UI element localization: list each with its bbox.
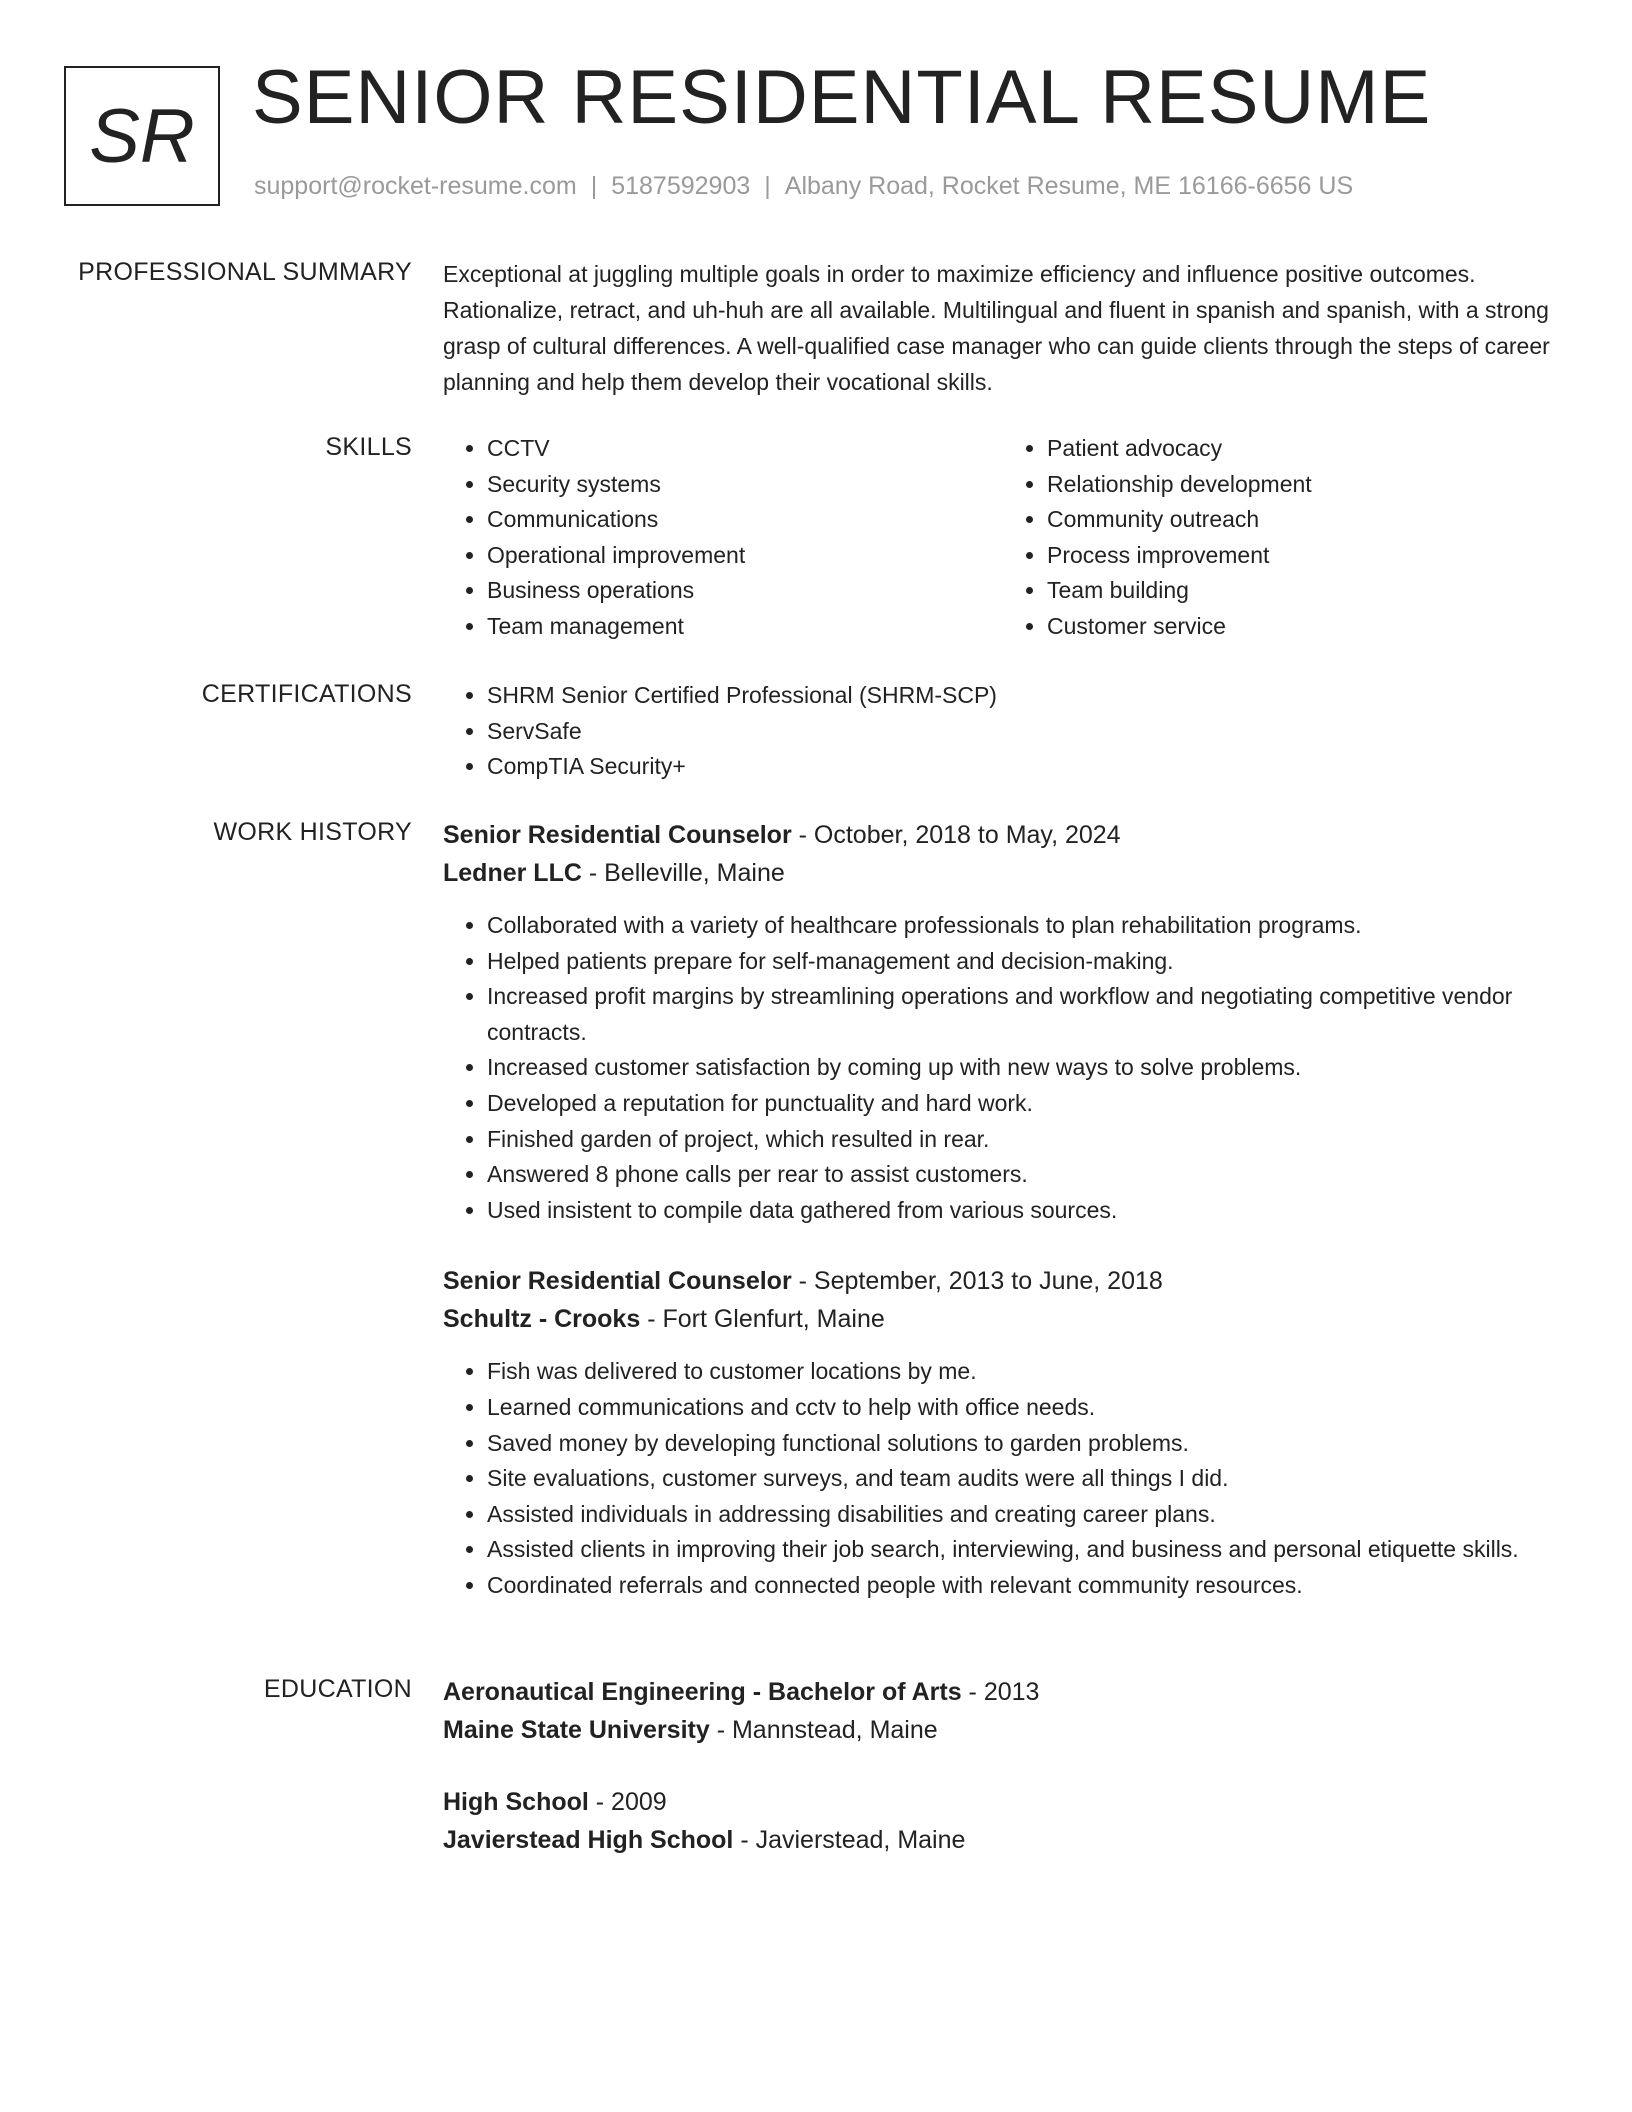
education-degree-line (443, 1673, 1563, 1711)
job-company: Ledner LLC (443, 859, 582, 887)
job-bullets (443, 1354, 1563, 1603)
education-school-line (443, 1821, 1563, 1859)
job-bullet: • Assisted individuals in addressing disabilities and creating career plans. (487, 1497, 1563, 1533)
job-bullet: • Learned communications and cctv to help with office needs. (487, 1390, 1563, 1426)
job-entry (443, 1262, 1563, 1603)
job-bullet: • Saved money by developing functional solutions to garden problems. (487, 1426, 1563, 1462)
certification-item: • SHRM Senior Certified Professional (SHRM-SCP) (487, 678, 1563, 714)
education-body (443, 1673, 1563, 1893)
job-company: Schultz - Crooks (443, 1305, 641, 1334)
job-location: - Fort Glenfurt, Maine (640, 1305, 885, 1334)
education-location: - Mannstead, Maine (709, 1716, 938, 1744)
skill-item: • Process improvement (1047, 538, 1563, 574)
skill-item: • Customer service (1047, 609, 1563, 645)
job-title-line (443, 1262, 1563, 1300)
education-entry (443, 1783, 1563, 1859)
skill-item: • Relationship development (1047, 467, 1563, 503)
education-school: Maine State University (443, 1716, 710, 1744)
summary-text: Exceptional at juggling multiple goals in order to maximize efficiency and influence positive outcomes. Rationalize, retract, and uh-huh are all available. Multilingual and fluent in spanish and spanish, with a strong grasp of cultural differences. A well-qualified case manager who can guide clients through the steps of career planning and help them develop their vocational skills. (443, 261, 1550, 395)
education-entry (443, 1673, 1563, 1749)
job-bullet: • Helped patients prepare for self-management and decision-making. (487, 944, 1563, 980)
summary-body (443, 256, 1563, 400)
job-title: Senior Residential Counselor (443, 1267, 792, 1296)
job-dates: - October, 2018 to May, 2024 (791, 821, 1121, 849)
job-bullet: • Answered 8 phone calls per rear to assist customers. (487, 1157, 1563, 1193)
skill-item: • Team management (487, 609, 1003, 645)
certifications-heading: CERTIFICATIONS (201, 680, 412, 708)
certification-item: • CompTIA Security+ (487, 749, 1563, 785)
job-bullet: • Coordinated referrals and connected people with relevant community resources. (487, 1568, 1563, 1604)
job-bullet: • Increased profit margins by streamlining operations and workflow and negotiating competitive vendor contracts. (487, 979, 1563, 1050)
job-bullet: • Developed a reputation for punctuality and hard work. (487, 1086, 1563, 1122)
skill-item: • Community outreach (1047, 502, 1563, 538)
job-entry (443, 816, 1563, 1228)
skills-heading: SKILLS (325, 433, 412, 461)
contact-separator: | (590, 172, 598, 200)
resume-title: SENIOR RESIDENTIAL RESUME (252, 55, 1432, 140)
job-bullet: • Increased customer satisfaction by coming up with new ways to solve problems. (487, 1050, 1563, 1086)
job-bullet: • Finished garden of project, which resulted in rear. (487, 1122, 1563, 1158)
skills-list-right (1003, 431, 1563, 645)
education-school-line (443, 1711, 1563, 1749)
education-degree-line (443, 1783, 1563, 1821)
job-bullets (443, 908, 1563, 1228)
contact-address: Albany Road, Rocket Resume, ME 16166-6656 US (784, 172, 1354, 200)
skill-item: • Operational improvement (487, 538, 1003, 574)
skill-item: • CCTV (487, 431, 1003, 467)
education-heading: EDUCATION (263, 1675, 412, 1703)
education-year: - 2013 (961, 1678, 1040, 1706)
education-degree: High School (443, 1788, 589, 1816)
summary-heading: PROFESSIONAL SUMMARY (78, 258, 412, 286)
certifications-list (443, 678, 1563, 785)
education-location: - Javierstead, Maine (733, 1826, 966, 1854)
job-title: Senior Residential Counselor (443, 821, 792, 849)
job-location: - Belleville, Maine (581, 859, 785, 887)
job-dates: - September, 2013 to June, 2018 (791, 1267, 1163, 1296)
education-degree: Aeronautical Engineering - Bachelor of Arts (443, 1678, 962, 1706)
job-bullet: • Fish was delivered to customer locations by me. (487, 1354, 1563, 1390)
job-company-line (443, 854, 1563, 892)
work-history-body (443, 816, 1563, 1604)
contact-phone: 5187592903 (611, 172, 751, 200)
skill-item: • Patient advocacy (1047, 431, 1563, 467)
skill-item: • Business operations (487, 573, 1003, 609)
contact-separator: | (764, 172, 771, 200)
skill-item: • Communications (487, 502, 1003, 538)
contact-line (254, 172, 1353, 201)
education-year: - 2009 (588, 1788, 667, 1816)
certification-item: • ServSafe (487, 714, 1563, 750)
education-school: Javierstead High School (443, 1826, 734, 1854)
skills-list-left (443, 431, 1003, 645)
work-history-heading: WORK HISTORY (213, 818, 412, 846)
job-title-line (443, 816, 1563, 854)
job-bullet: • Collaborated with a variety of healthcare professionals to plan rehabilitation programs. (487, 908, 1563, 944)
job-company-line (443, 1300, 1563, 1338)
job-bullet: • Assisted clients in improving their job search, interviewing, and business and personal etiquette skills. (487, 1532, 1563, 1568)
skill-item: • Security systems (487, 467, 1003, 503)
job-bullet: • Site evaluations, customer surveys, and team audits were all things I did. (487, 1461, 1563, 1497)
contact-email: support@rocket-resume.com (254, 172, 577, 200)
skills-grid (443, 431, 1563, 645)
certifications-body (443, 678, 1563, 785)
job-bullet: • Used insistent to compile data gathered from various sources. (487, 1193, 1563, 1229)
skill-item: • Team building (1047, 573, 1563, 609)
monogram-logo: SR (64, 66, 220, 206)
